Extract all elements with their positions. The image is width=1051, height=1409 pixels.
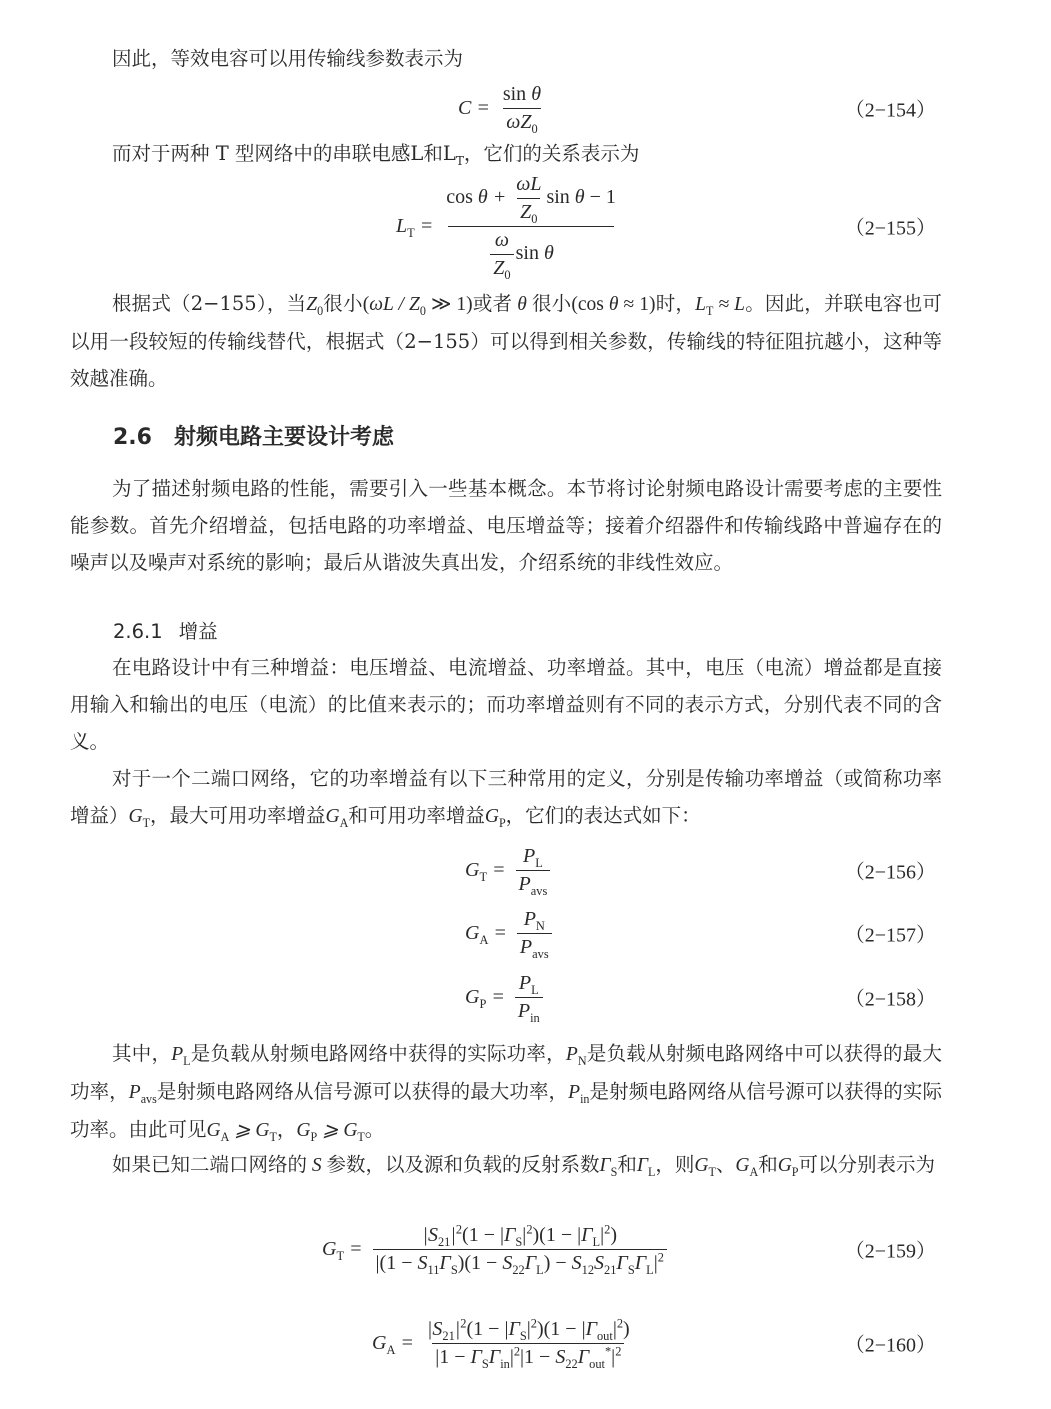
equation-number: （2−158） — [844, 988, 936, 1011]
paragraph-power-definitions: 其中，$P_L$是负载从射频电路网络中获得的实际功率，$P_N$是负载从射频电路网络中可以获得的最大功率，$P_{avs}$是射频电路网络从信号源可以获得的最大功率，$P_{in}$是射频电路网络从信号源可以获得的实际功率。由此可见$G_A$ ⩾ $G_T$，$G_P$ ⩾ $G_T$。 — [70, 1042, 942, 1144]
paragraph-power-gain-definitions: 对于一个二端口网络，它的功率增益有以下三种常用的定义，分别是传输功率增益（或简称功率增益）$G_T$，最大可用功率增益$G_A$和可用功率增益$G_P$，它们的表达式如下： — [70, 767, 942, 830]
paragraph-section-intro: 为了描述射频电路的性能，需要引入一些基本概念。本节将讨论射频电路设计需要考虑的主要性能参数。首先介绍增益，包括电路的功率增益、电压增益等；接着介绍器件和传输线路中普遍存在的噪声以及噪声对系统的影响；最后从谐波失真出发，介绍系统的非线性效应。 — [70, 477, 942, 574]
paragraph-gain-types: 在电路设计中有三种增益：电压增益、电流增益、功率增益。其中，电压（电流）增益都是直接用输入和输出的电压（电流）的比值来表示的；而功率增益则有不同的表示方式，分别代表不同的含义。 — [70, 656, 942, 753]
section-heading: 2.6 射频电路主要设计考虑 — [113, 425, 394, 450]
equation-2-156: $G_T$ = $\frac{P_L}{P_{avs}}$ （2−156） — [465, 844, 936, 898]
equation-2-158: $G_P$ = $\frac{P_L}{P_{in}}$ （2−158） — [465, 971, 936, 1025]
equation-2-155: $L_T$ = cos θ + $\frac{\omega L}{Z_0}$ sin θ − 1 $\frac{\omega}{Z_0}$ sin θ （2−155） — [396, 172, 936, 282]
equation-2-157: $G_A$ = $\frac{P_N}{P_{avs}}$ （2−157） — [465, 907, 936, 961]
equation-number: （2−159） — [844, 1240, 936, 1263]
subsection-heading: 2.6.1 增益 — [113, 620, 218, 643]
paragraph-equivalent-capacitance: 因此，等效电容可以用传输线参数表示为 — [112, 47, 464, 70]
paragraph-approximation: 根据式（2−155），当$Z_0$很小($\omega L / Z_0$ ≫ 1)或者 θ 很小(cos θ ≈ 1)时，$L_T \approx L$。因此，并联电容也可以用一段较短的传输线替代，根据式（2−155）可以得到相关参数，传输线的特征阻抗越小，这种等效越准确。 — [70, 292, 942, 390]
equation-2-154: C = $\frac{\text{sin θ}}{\omega Z_0}$ （2−154） — [458, 82, 936, 136]
equation-2-160: $G_A$ = $\frac{|S_{21}|^2(1 - |\Gamma_S|^2)(1 - |\Gamma_{out}|^2)}{|1 - \Gamma_S\Gamma_{in}|^2|1 - S_{22}\Gamma_{out}^*|^2}$ （2−160） — [372, 1315, 936, 1371]
equation-number: （2−160） — [844, 1334, 936, 1357]
paragraph-t-network: 而对于两种 T 型网络中的串联电感L和$L_T$，它们的关系表示为 — [112, 142, 640, 168]
equation-2-159: $G_T$ = $\frac{|S_{21}|^2(1 - |\Gamma_S|^2)(1 - |\Gamma_L|^2)}{|(1 - S_{11}\Gamma_S)(1 - S_{22}\Gamma_L) - S_{12}S_{21}\Gamma_S\Gamma_L|^2}$ （2−159） — [322, 1221, 936, 1277]
equation-number: （2−155） — [844, 217, 936, 240]
paragraph-s-parameters: 如果已知二端口网络的 S 参数，以及源和负载的反射系数$\Gamma_S$和$\Gamma_L$，则$G_T$、$G_A$和$G_P$可以分别表示为 — [112, 1153, 936, 1179]
equation-number: （2−154） — [844, 99, 936, 122]
equation-number: （2−157） — [844, 924, 936, 947]
equation-number: （2−156） — [844, 861, 936, 884]
